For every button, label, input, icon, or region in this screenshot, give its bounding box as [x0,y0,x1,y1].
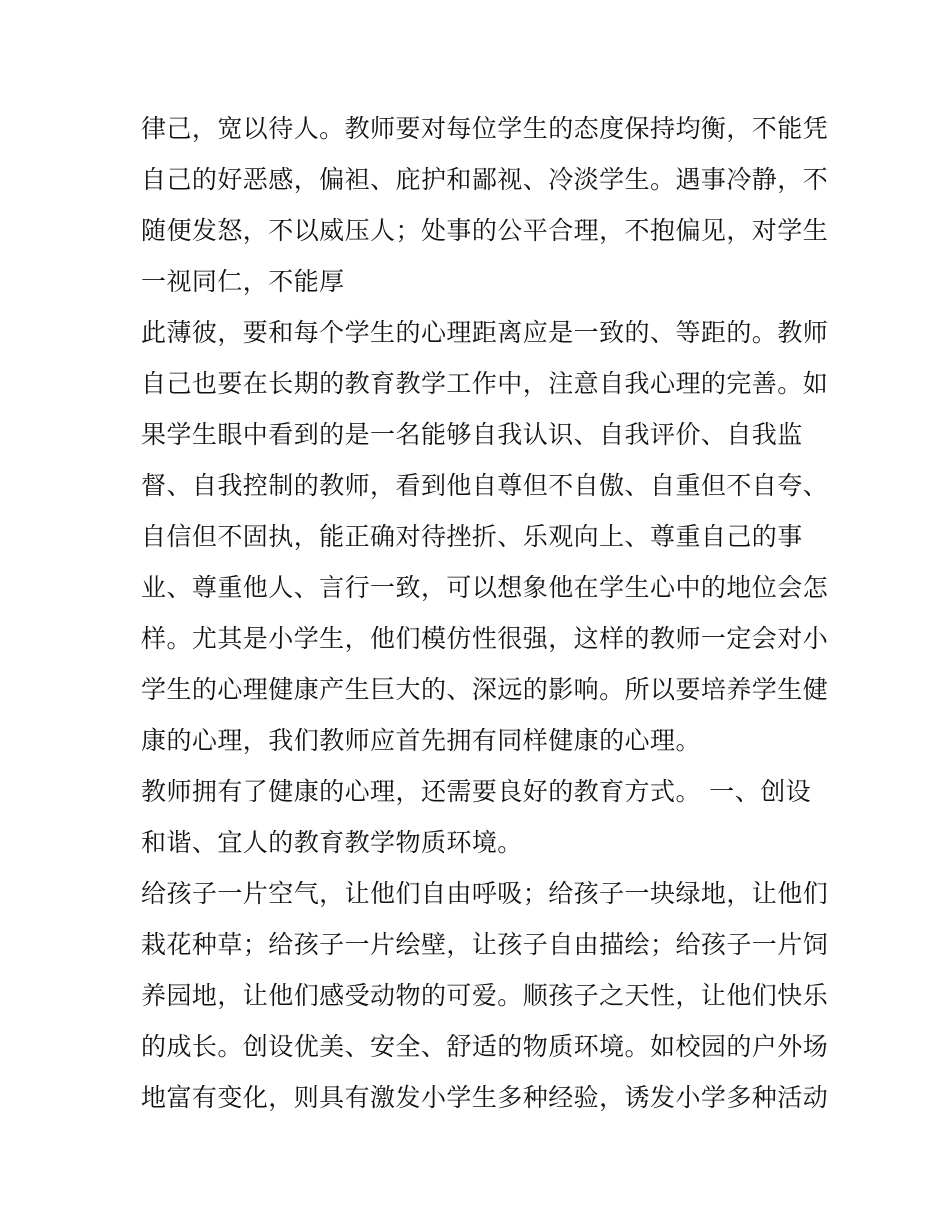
text-line: 学生的心理健康产生巨大的、深远的影响。所以要培养学生健 [141,675,829,704]
text-line: 督、自我控制的教师，看到他自尊但不自傲、自重但不自夸、 [141,471,829,500]
text-line: 业、尊重他人、言行一致，可以想象他在学生心中的地位会怎 [141,573,829,602]
text-line: 果学生眼中看到的是一名能够自我认识、自我评价、自我监 [141,420,803,449]
text-line: 地富有变化，则具有激发小学生多种经验，诱发小学多种活动 [141,1083,829,1112]
text-line: 栽花种草；给孩子一片绘壁，让孩子自由描绘；给孩子一片饲 [141,930,829,959]
text-line: 此薄彼，要和每个学生的心理距离应是一致的、等距的。教师 [141,318,829,347]
text-line: 随便发怒，不以威压人；处事的公平合理，不抱偏见，对学生 [141,216,829,245]
text-line: 样。尤其是小学生，他们模仿性很强，这样的教师一定会对小 [141,624,829,653]
text-line: 自己也要在长期的教育教学工作中，注意自我心理的完善。如 [141,369,829,398]
text-line: 养园地，让他们感受动物的可爱。顺孩子之天性，让他们快乐 [141,981,829,1010]
text-line: 教师拥有了健康的心理，还需要良好的教育方式。 一、创设 [141,777,812,806]
text-line: 给孩子一片空气，让他们自由呼吸；给孩子一块绿地，让他们 [141,879,829,908]
text-line: 康的心理，我们教师应首先拥有同样健康的心理。 [141,726,701,755]
text-line: 和谐、宜人的教育教学物质环境。 [141,828,523,857]
text-line: 的成长。创设优美、安全、舒适的物质环境。如校园的户外场 [141,1032,829,1061]
text-line: 一视同仁，不能厚 [141,267,345,296]
text-line: 自信但不固执，能正确对待挫折、乐观向上、尊重自己的事 [141,522,803,551]
text-line: 律己，宽以待人。教师要对每位学生的态度保持均衡，不能凭 [141,114,829,143]
text-line: 自己的好恶感，偏袒、庇护和鄙视、冷淡学生。遇事冷静，不 [141,165,829,194]
